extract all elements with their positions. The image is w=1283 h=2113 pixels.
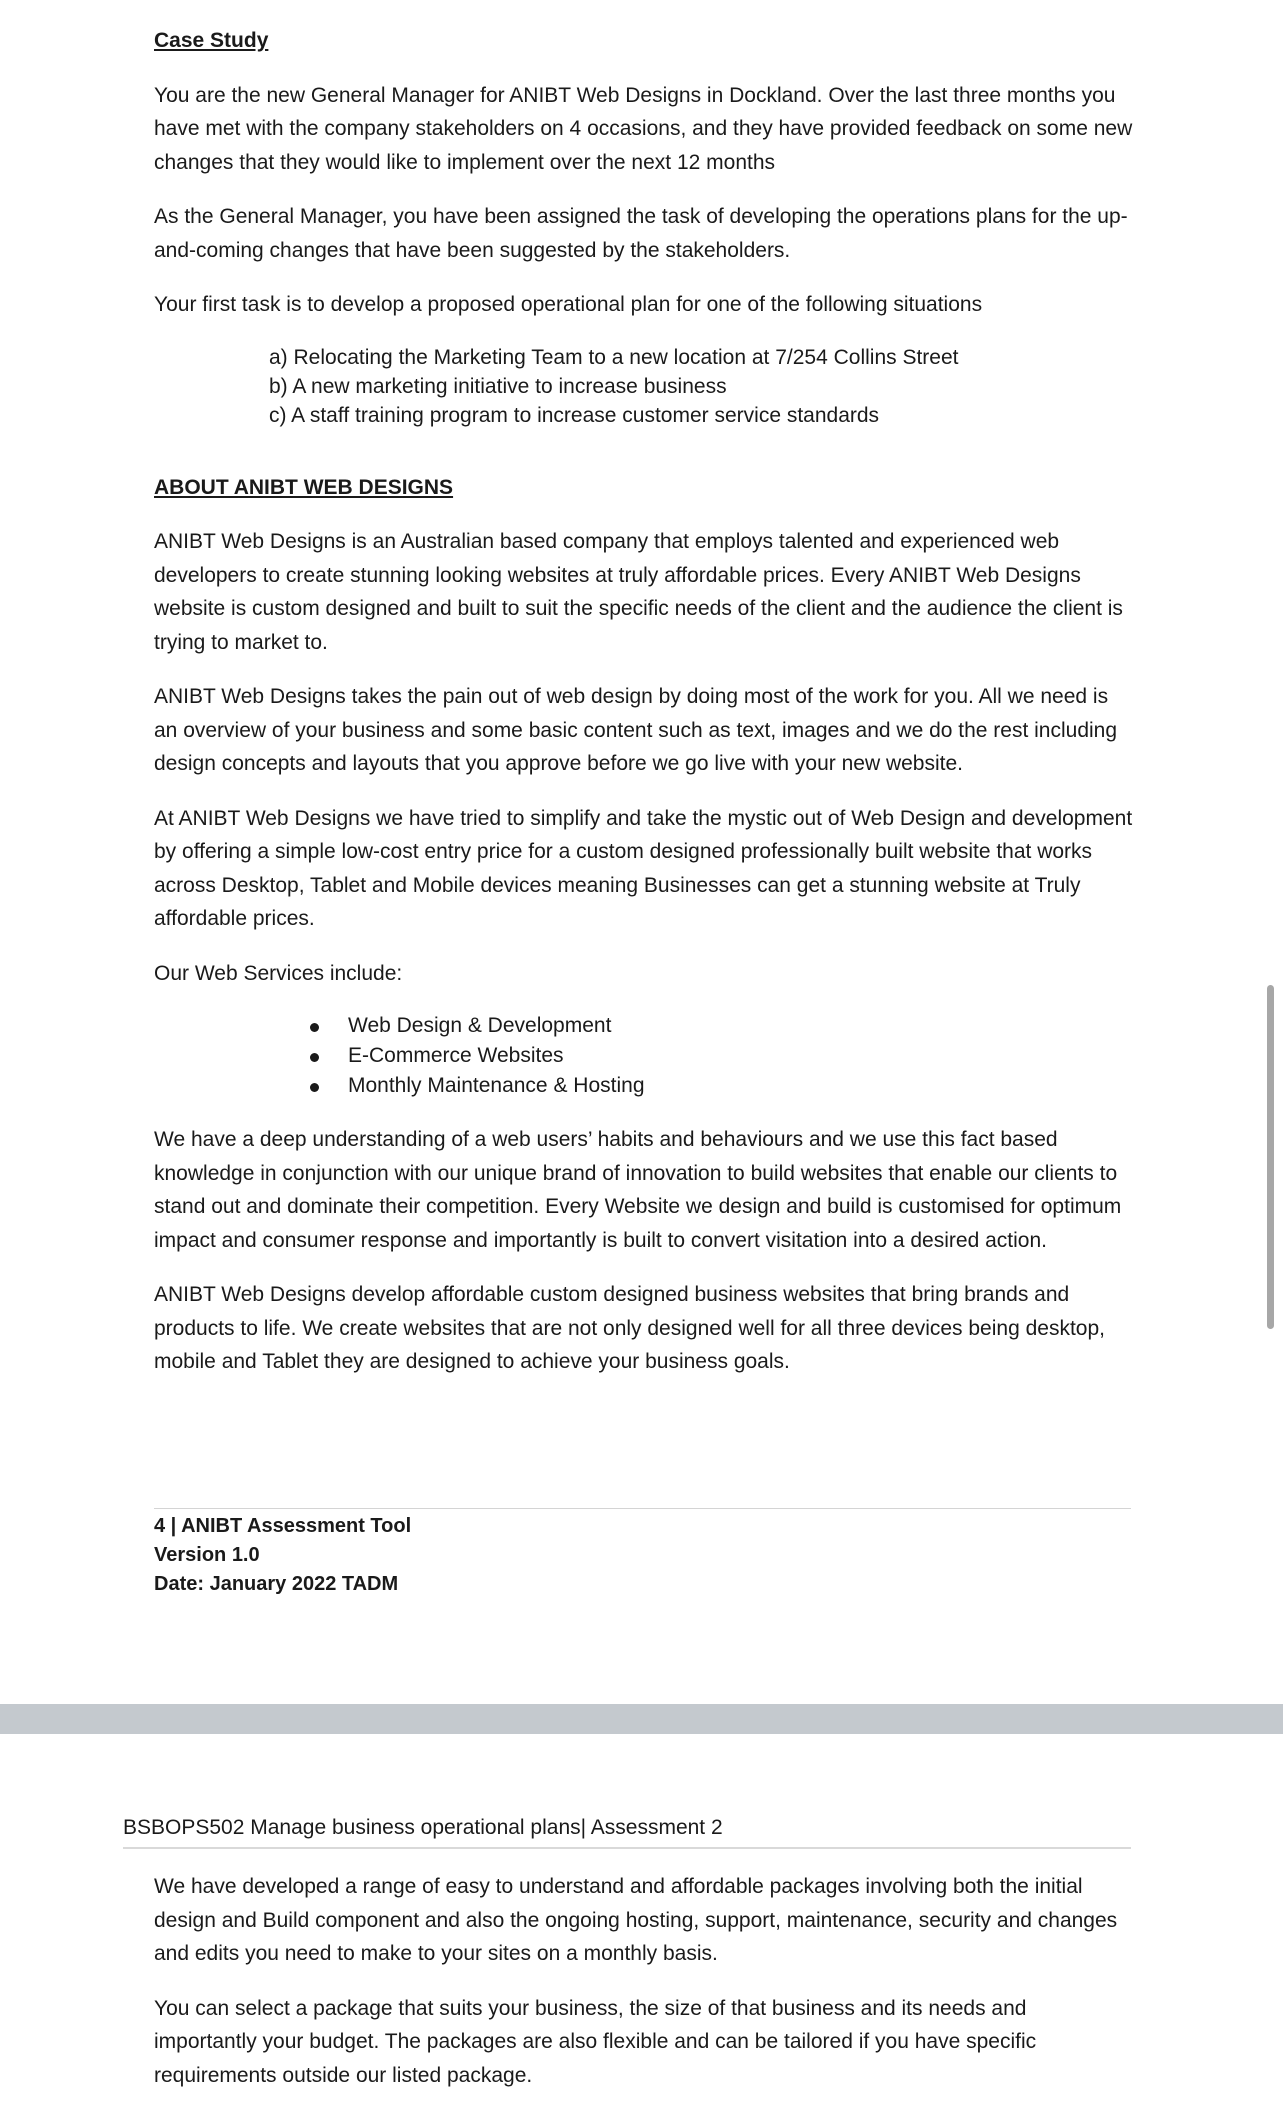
- document-page-5: [0, 1734, 1283, 2108]
- service-label: Monthly Maintenance & Hosting: [348, 1074, 645, 1097]
- page-footer: [154, 1512, 411, 1599]
- case-study-paragraph: As the General Manager, you have been assigned the task of developing the operations plans for the up-and-coming changes that have been suggested by the stakeholders.: [154, 205, 1128, 262]
- about-paragraph: ANIBT Web Designs takes the pain out of web design by doing most of the work for you. All we need is an overview of your business and some basic content such as text, images and we do the rest including design concepts and layouts that you approve before we go live with your new website.: [154, 685, 1118, 775]
- page-header: BSBOPS502 Manage business operational plans| Assessment 2: [123, 1813, 1131, 1849]
- footer-divider: [154, 1508, 1131, 1509]
- case-study-paragraph: You are the new General Manager for ANIBT Web Designs in Dockland. Over the last three months you have met with the company stakeholders on 4 occasions, and they have provided feedback on some new changes that they would like to implement over the next 12 months: [154, 83, 1133, 174]
- about-paragraph: ANIBT Web Designs is an Australian based company that employs talented and experienced web developers to create stunning looking websites at truly affordable prices. Every ANIBT Web Designs website is custom designed and built to suit the specific needs of the client and the audience the client is trying to market to.: [154, 530, 1123, 654]
- service-item: [310, 1011, 1134, 1041]
- packages-paragraph: We have developed a range of easy to understand and affordable packages involving both the initial design and Build component and also the ongoing hosting, support, maintenance, security and changes and edits you need to make to your sites on a monthly basis.: [154, 1875, 1118, 1965]
- situation-option: c) A staff training program to increase customer service standards: [269, 403, 880, 427]
- situation-option: b) A new marketing initiative to increase business: [269, 374, 727, 398]
- case-study-heading: Case Study: [154, 29, 269, 52]
- service-item: [310, 1071, 1134, 1101]
- case-study-paragraph: Your first task is to develop a proposed operational plan for one of the following situations: [154, 293, 983, 316]
- page-content: [154, 1870, 1134, 2113]
- packages-paragraph: You can select a package that suits your business, the size of that business and its needs and importantly your budget. The packages are also flexible and can be tailored if you have specific requirements outside our listed package.: [154, 1996, 1037, 2087]
- about-heading: ABOUT ANIBT WEB DESIGNS: [154, 475, 454, 499]
- page-gap: [0, 1704, 1283, 1734]
- service-label: E-Commerce Websites: [348, 1044, 564, 1067]
- services-intro: Our Web Services include:: [154, 961, 403, 985]
- situation-option: a) Relocating the Marketing Team to a new location at 7/254 Collins Street: [269, 345, 959, 369]
- page-content: [154, 24, 1134, 1400]
- service-item: [310, 1041, 1134, 1071]
- bullet-icon: [310, 1023, 319, 1032]
- bullet-icon: [310, 1053, 319, 1062]
- bullet-icon: [310, 1083, 319, 1092]
- situation-options-list: [269, 343, 1134, 430]
- vertical-scrollbar[interactable]: [1267, 985, 1274, 1329]
- about-paragraph: We have a deep understanding of a web users’ habits and behaviours and we use this fact based knowledge in conjunction with our unique brand of innovation to build websites that enable our clients to stand out and dominate their competition. Every Website we design and build is customised for optimum impact and consumer response and importantly is built to convert visitation into a desired action.: [154, 1128, 1122, 1252]
- footer-date: Date: January 2022 TADM: [154, 1573, 399, 1595]
- footer-version: Version 1.0: [154, 1544, 260, 1566]
- footer-page-title: 4 | ANIBT Assessment Tool: [154, 1515, 412, 1537]
- services-list: [154, 1011, 1134, 1101]
- about-paragraph: At ANIBT Web Designs we have tried to simplify and take the mystic out of Web Design and development by offering a simple low-cost entry price for a custom designed professionally built website that works across Desktop, Tablet and Mobile devices meaning Businesses can get a stunning website at Truly affordable prices.: [154, 806, 1133, 930]
- service-label: Web Design & Development: [348, 1014, 612, 1037]
- about-paragraph: ANIBT Web Designs develop affordable custom designed business websites that bring brands and products to life. We create websites that are not only designed well for all three devices being desktop, mobile and Tablet they are designed to achieve your business goals.: [154, 1283, 1105, 1373]
